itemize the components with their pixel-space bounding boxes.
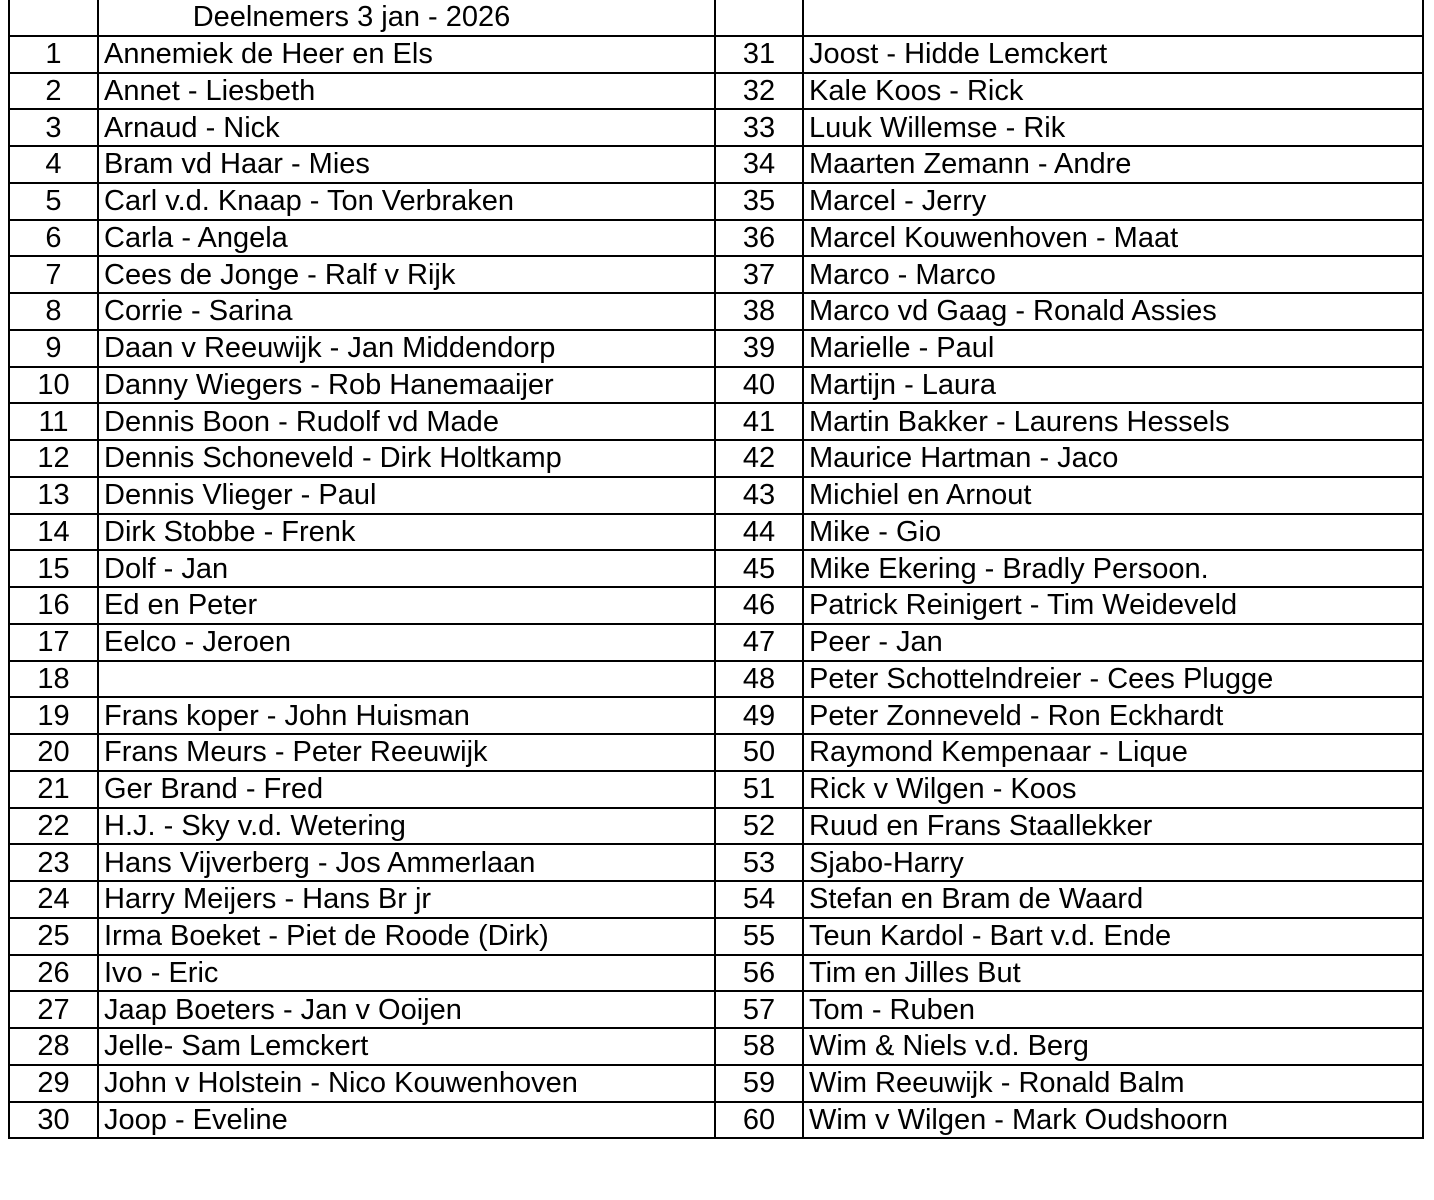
left-name-cell: Dennis Vlieger - Paul [98, 477, 715, 514]
right-number-cell: 60 [715, 1102, 803, 1139]
right-name-cell: Wim & Niels v.d. Berg [803, 1028, 1423, 1065]
left-number-cell: 5 [9, 183, 98, 220]
right-name-cell: Marco vd Gaag - Ronald Assies [803, 293, 1423, 330]
right-number-cell: 43 [715, 477, 803, 514]
left-number-cell: 8 [9, 293, 98, 330]
left-number-cell: 20 [9, 734, 98, 771]
right-name-cell: Michiel en Arnout [803, 477, 1423, 514]
right-name-cell: Martijn - Laura [803, 367, 1423, 404]
right-name-cell: Marco - Marco [803, 256, 1423, 293]
right-name-cell: Wim v Wilgen - Mark Oudshoorn [803, 1102, 1423, 1139]
right-name-cell: Stefan en Bram de Waard [803, 881, 1423, 918]
left-name-cell: Frans koper - John Huisman [98, 697, 715, 734]
title-cell [98, 0, 715, 36]
left-number-cell: 11 [9, 403, 98, 440]
left-name-cell: Ger Brand - Fred [98, 771, 715, 808]
right-number-cell: 50 [715, 734, 803, 771]
left-name-cell: Dennis Schoneveld - Dirk Holtkamp [98, 440, 715, 477]
table-row [9, 881, 1423, 918]
right-name-cell: Martin Bakker - Laurens Hessels [803, 403, 1423, 440]
left-number-cell: 16 [9, 587, 98, 624]
right-name-cell: Ruud en Frans Staallekker [803, 808, 1423, 845]
right-name-cell: Maurice Hartman - Jaco [803, 440, 1423, 477]
right-number-cell: 49 [715, 697, 803, 734]
table-row [9, 1028, 1423, 1065]
table-row [9, 514, 1423, 551]
left-name-cell: Annet - Liesbeth [98, 73, 715, 110]
left-number-cell: 4 [9, 146, 98, 183]
table-row [9, 661, 1423, 698]
right-name-cell: Wim Reeuwijk - Ronald Balm [803, 1065, 1423, 1102]
right-number-cell: 38 [715, 293, 803, 330]
right-number-cell: 57 [715, 991, 803, 1028]
left-name-cell: Carla - Angela [98, 220, 715, 257]
left-number-cell: 24 [9, 881, 98, 918]
left-name-cell [98, 661, 715, 698]
right-number-cell: 39 [715, 330, 803, 367]
left-number-cell: 21 [9, 771, 98, 808]
right-number-cell: 58 [715, 1028, 803, 1065]
table-row [9, 991, 1423, 1028]
right-number-cell: 35 [715, 183, 803, 220]
table-row [9, 1102, 1423, 1139]
right-name-cell: Patrick Reinigert - Tim Weideveld [803, 587, 1423, 624]
table-row [9, 109, 1423, 146]
right-name-cell: Raymond Kempenaar - Lique [803, 734, 1423, 771]
left-name-cell: Annemiek de Heer en Els [98, 36, 715, 73]
right-name-cell: Maarten Zemann - Andre [803, 146, 1423, 183]
table-row [9, 734, 1423, 771]
right-number-cell: 48 [715, 661, 803, 698]
right-number-cell: 47 [715, 624, 803, 661]
table-row [9, 918, 1423, 955]
left-name-cell: Ivo - Eric [98, 955, 715, 992]
left-name-cell: Jaap Boeters - Jan v Ooijen [98, 991, 715, 1028]
table-row [9, 844, 1423, 881]
table-row [9, 587, 1423, 624]
right-number-cell: 32 [715, 73, 803, 110]
left-name-cell: Dirk Stobbe - Frenk [98, 514, 715, 551]
right-name-cell: Peter Zonneveld - Ron Eckhardt [803, 697, 1423, 734]
right-number-cell: 52 [715, 808, 803, 845]
left-name-cell: Dennis Boon - Rudolf vd Made [98, 403, 715, 440]
table-row [9, 256, 1423, 293]
right-name-cell: Joost - Hidde Lemckert [803, 36, 1423, 73]
right-number-cell: 41 [715, 403, 803, 440]
table-row [9, 293, 1423, 330]
participants-table [8, 0, 1424, 1139]
table-row [9, 220, 1423, 257]
right-name-cell: Marcel - Jerry [803, 183, 1423, 220]
left-name-cell: Jelle- Sam Lemckert [98, 1028, 715, 1065]
table-row [9, 183, 1423, 220]
table-row [9, 403, 1423, 440]
left-name-cell: Arnaud - Nick [98, 109, 715, 146]
right-name-cell: Sjabo-Harry [803, 844, 1423, 881]
left-number-cell: 29 [9, 1065, 98, 1102]
right-name-cell: Peer - Jan [803, 624, 1423, 661]
table-row [9, 36, 1423, 73]
left-name-cell: Carl v.d. Knaap - Ton Verbraken [98, 183, 715, 220]
right-number-cell: 45 [715, 550, 803, 587]
right-number-cell: 40 [715, 367, 803, 404]
table-row [9, 330, 1423, 367]
table-row [9, 624, 1423, 661]
left-number-cell: 25 [9, 918, 98, 955]
right-name-cell: Peter Schottelndreier - Cees Plugge [803, 661, 1423, 698]
left-name-cell: Corrie - Sarina [98, 293, 715, 330]
left-number-cell: 26 [9, 955, 98, 992]
table-row [9, 367, 1423, 404]
left-name-cell: H.J. - Sky v.d. Wetering [98, 808, 715, 845]
left-name-cell: Harry Meijers - Hans Br jr [98, 881, 715, 918]
right-number-cell: 36 [715, 220, 803, 257]
left-number-cell: 3 [9, 109, 98, 146]
right-number-cell: 53 [715, 844, 803, 881]
left-name-cell: Cees de Jonge - Ralf v Rijk [98, 256, 715, 293]
left-number-cell: 23 [9, 844, 98, 881]
right-name-cell: Tim en Jilles But [803, 955, 1423, 992]
right-number-cell: 37 [715, 256, 803, 293]
left-name-cell: Daan v Reeuwijk - Jan Middendorp [98, 330, 715, 367]
right-name-cell: Marielle - Paul [803, 330, 1423, 367]
left-name-cell: Hans Vijverberg - Jos Ammerlaan [98, 844, 715, 881]
table-row [9, 1065, 1423, 1102]
table-row [9, 697, 1423, 734]
page-title: Deelnemers 3 jan - 2026 [192, 1, 511, 34]
table-row [9, 477, 1423, 514]
left-number-cell: 18 [9, 661, 98, 698]
left-number-cell: 14 [9, 514, 98, 551]
header-empty-cell-left [9, 0, 98, 36]
right-number-cell: 54 [715, 881, 803, 918]
right-number-cell: 44 [715, 514, 803, 551]
table-row [9, 440, 1423, 477]
right-name-cell: Mike - Gio [803, 514, 1423, 551]
left-name-cell: Bram vd Haar - Mies [98, 146, 715, 183]
right-name-cell: Marcel Kouwenhoven - Maat [803, 220, 1423, 257]
right-number-cell: 42 [715, 440, 803, 477]
left-number-cell: 13 [9, 477, 98, 514]
left-number-cell: 27 [9, 991, 98, 1028]
right-name-cell: Tom - Ruben [803, 991, 1423, 1028]
left-number-cell: 30 [9, 1102, 98, 1139]
table-row [9, 550, 1423, 587]
table-row [9, 771, 1423, 808]
left-name-cell: Ed en Peter [98, 587, 715, 624]
left-number-cell: 15 [9, 550, 98, 587]
right-number-cell: 33 [715, 109, 803, 146]
right-number-cell: 55 [715, 918, 803, 955]
left-name-cell: Dolf - Jan [98, 550, 715, 587]
left-name-cell: Frans Meurs - Peter Reeuwijk [98, 734, 715, 771]
right-name-cell: Rick v Wilgen - Koos [803, 771, 1423, 808]
right-name-cell: Teun Kardol - Bart v.d. Ende [803, 918, 1423, 955]
left-name-cell: Danny Wiegers - Rob Hanemaaijer [98, 367, 715, 404]
participants-table-body [9, 0, 1423, 1138]
header-row [9, 0, 1423, 36]
left-name-cell: Eelco - Jeroen [98, 624, 715, 661]
table-row [9, 808, 1423, 845]
right-name-cell: Luuk Willemse - Rik [803, 109, 1423, 146]
left-name-cell: John v Holstein - Nico Kouwenhoven [98, 1065, 715, 1102]
left-number-cell: 6 [9, 220, 98, 257]
left-number-cell: 22 [9, 808, 98, 845]
table-row [9, 955, 1423, 992]
table-row [9, 146, 1423, 183]
right-number-cell: 34 [715, 146, 803, 183]
table-row [9, 73, 1423, 110]
right-name-cell: Kale Koos - Rick [803, 73, 1423, 110]
left-number-cell: 1 [9, 36, 98, 73]
left-number-cell: 7 [9, 256, 98, 293]
right-name-cell: Mike Ekering - Bradly Persoon. [803, 550, 1423, 587]
left-number-cell: 2 [9, 73, 98, 110]
left-name-cell: Irma Boeket - Piet de Roode (Dirk) [98, 918, 715, 955]
right-number-cell: 56 [715, 955, 803, 992]
right-number-cell: 46 [715, 587, 803, 624]
left-name-cell: Joop - Eveline [98, 1102, 715, 1139]
left-number-cell: 9 [9, 330, 98, 367]
header-empty-cell-mid [715, 0, 803, 36]
left-number-cell: 17 [9, 624, 98, 661]
left-number-cell: 28 [9, 1028, 98, 1065]
left-number-cell: 19 [9, 697, 98, 734]
header-empty-cell-right [803, 0, 1423, 36]
right-number-cell: 31 [715, 36, 803, 73]
left-number-cell: 10 [9, 367, 98, 404]
left-number-cell: 12 [9, 440, 98, 477]
right-number-cell: 59 [715, 1065, 803, 1102]
right-number-cell: 51 [715, 771, 803, 808]
